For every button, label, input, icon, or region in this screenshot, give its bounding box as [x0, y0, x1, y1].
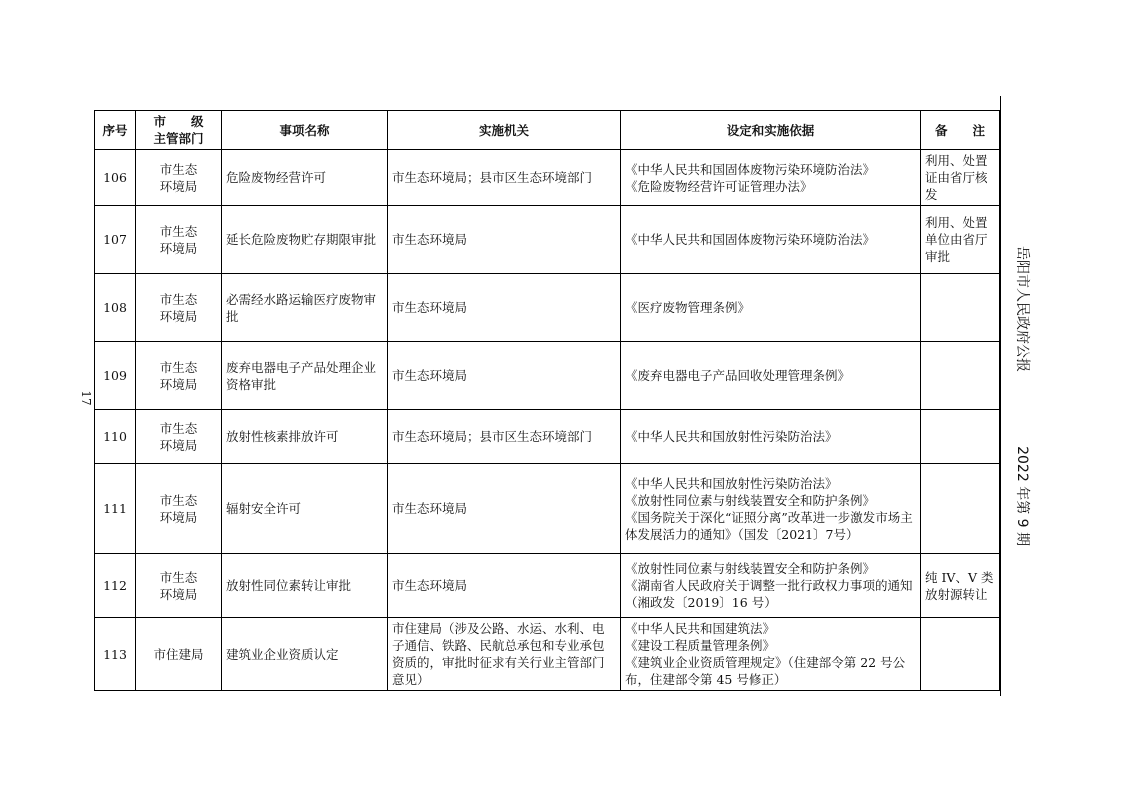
row-dept-line: 市生态: [159, 223, 198, 239]
row-dept-line: 市住建局: [153, 646, 204, 662]
table-row: [95, 274, 1000, 342]
row-authority: 市生态环境局；县市区生态环境部门: [388, 150, 621, 206]
row-basis-line: 《湖南省人民政府关于调整一批行政权力事项的通知（湘政发〔2019〕16 号）: [625, 578, 913, 610]
row-note: [921, 410, 1000, 464]
row-basis-line: 《放射性同位素与射线装置安全和防护条例》: [625, 492, 876, 508]
row-note: [921, 618, 1000, 691]
row-dept: [136, 554, 222, 618]
row-basis-line: 《中华人民共和国放射性污染防治法》: [625, 429, 838, 444]
row-dept: [136, 206, 222, 274]
row-index: 113: [95, 618, 136, 691]
publication-title: 岳阳市人民政府公报: [1014, 246, 1030, 372]
header-note: 备 注: [921, 111, 1000, 150]
header-dept-line1: 市 级: [153, 114, 204, 129]
row-index: 107: [95, 206, 136, 274]
table-header-row: [95, 111, 1000, 150]
row-basis: [621, 206, 921, 274]
table-row: [95, 410, 1000, 464]
running-header: [1006, 96, 1040, 696]
row-basis-line: 《建筑业企业资质管理规定》（住建部令第 22 号公布，住建部令第 45 号修正）: [625, 655, 906, 687]
row-basis-line: 《医疗废物管理条例》: [625, 300, 751, 315]
header-basis: 设定和实施依据: [621, 111, 921, 150]
table-body: [95, 150, 1000, 691]
row-item-name: 危险废物经营许可: [222, 150, 388, 206]
row-basis-line: 《放射性同位素与射线装置安全和防护条例》: [625, 561, 876, 576]
row-dept-line: 环境局: [159, 240, 198, 256]
row-index: 112: [95, 554, 136, 618]
row-dept-line: 市生态: [159, 291, 198, 307]
row-dept: [136, 618, 222, 691]
row-basis-line: 《建设工程质量管理条例》: [625, 638, 776, 653]
table-row: [95, 342, 1000, 410]
row-note: 利用、处置证由省厅核发: [921, 150, 1000, 206]
row-dept: [136, 410, 222, 464]
row-basis: [621, 618, 921, 691]
row-dept: [136, 464, 222, 554]
row-authority: 市生态环境局: [388, 554, 621, 618]
row-item-name: 必需经水路运输医疗废物审批: [222, 274, 388, 342]
row-index: 106: [95, 150, 136, 206]
row-note: 纯 IV、V 类放射源转让: [921, 554, 1000, 618]
row-authority: 市生态环境局: [388, 464, 621, 554]
row-dept-line: 市生态: [159, 420, 198, 436]
header-item: 事项名称: [222, 111, 388, 150]
header-authority: 实施机关: [388, 111, 621, 150]
row-item-name: 延长危险废物贮存期限审批: [222, 206, 388, 274]
row-authority: 市生态环境局；县市区生态环境部门: [388, 410, 621, 464]
row-item-name: 废弃电器电子产品处理企业资格审批: [222, 342, 388, 410]
row-basis-line: 《危险废物经营许可证管理办法》: [625, 178, 813, 194]
row-basis: [621, 554, 921, 618]
row-basis: [621, 274, 921, 342]
row-dept: [136, 342, 222, 410]
row-authority: 市住建局（涉及公路、水运、水利、电子通信、铁路、民航总承包和专业承包资质的，审批时征求有关行业主管部门意见）: [388, 618, 621, 691]
row-dept-line: 环境局: [159, 178, 198, 194]
row-dept: [136, 274, 222, 342]
row-item-name: 放射性核素排放许可: [222, 410, 388, 464]
page-number: 17: [79, 390, 93, 406]
row-basis: [621, 464, 921, 554]
table-row: [95, 206, 1000, 274]
row-index: 108: [95, 274, 136, 342]
row-index: 111: [95, 464, 136, 554]
header-dept: [136, 111, 222, 150]
header-rule: [1000, 96, 1001, 696]
row-dept-line: 市生态: [159, 569, 198, 585]
items-table-wrapper: [94, 110, 999, 691]
table-row: [95, 464, 1000, 554]
row-basis-line: 《中华人民共和国建筑法》: [625, 621, 776, 636]
row-basis-line: 《中华人民共和国放射性污染防治法》: [625, 475, 838, 491]
row-dept-line: 市生态: [159, 492, 198, 508]
row-dept-line: 环境局: [159, 437, 198, 453]
row-basis-line: 《国务院关于深化“证照分离”改革进一步激发市场主体发展活力的通知》（国发〔2021〕7号）: [625, 509, 913, 542]
header-index: 序号: [95, 111, 136, 150]
row-dept-line: 环境局: [159, 308, 198, 324]
row-dept-line: 环境局: [159, 586, 198, 602]
issue-number: 2022 年第 9 期: [1014, 446, 1030, 546]
row-basis: [621, 410, 921, 464]
row-note: 利用、处置单位由省厅审批: [921, 206, 1000, 274]
row-basis: [621, 150, 921, 206]
row-dept-line: 环境局: [159, 376, 198, 392]
row-authority: 市生态环境局: [388, 274, 621, 342]
row-basis: [621, 342, 921, 410]
row-dept-line: 环境局: [159, 509, 198, 525]
row-dept-line: 市生态: [159, 161, 198, 177]
row-basis-line: 《中华人民共和国固体废物污染环境防治法》: [625, 232, 876, 247]
row-item-name: 辐射安全许可: [222, 464, 388, 554]
table-row: [95, 150, 1000, 206]
row-note: [921, 274, 1000, 342]
row-item-name: 建筑业企业资质认定: [222, 618, 388, 691]
row-basis-line: 《中华人民共和国固体废物污染环境防治法》: [625, 161, 876, 177]
row-basis-line: 《废弃电器电子产品回收处理管理条例》: [625, 368, 851, 383]
header-dept-line2: 主管部门: [153, 131, 204, 146]
table-row: [95, 618, 1000, 691]
row-index: 109: [95, 342, 136, 410]
table-row: [95, 554, 1000, 618]
row-authority: 市生态环境局: [388, 342, 621, 410]
row-authority: 市生态环境局: [388, 206, 621, 274]
row-dept-line: 市生态: [159, 359, 198, 375]
row-dept: [136, 150, 222, 206]
row-index: 110: [95, 410, 136, 464]
items-table: [94, 110, 1000, 691]
row-note: [921, 464, 1000, 554]
row-note: [921, 342, 1000, 410]
row-item-name: 放射性同位素转让审批: [222, 554, 388, 618]
